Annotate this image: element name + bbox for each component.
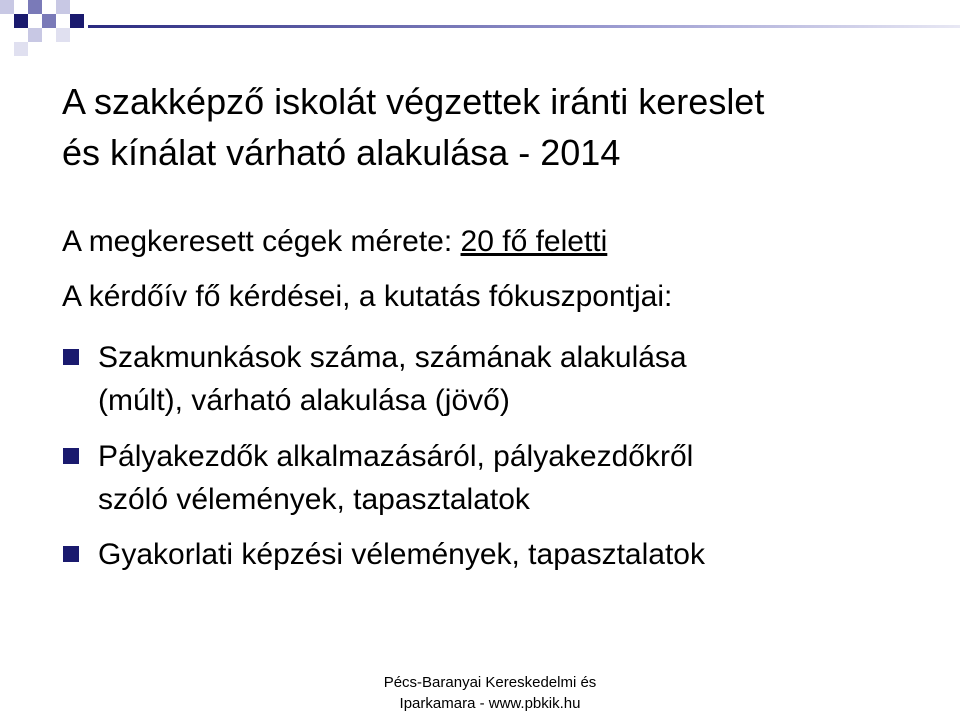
list-item-text <box>98 533 705 576</box>
footer <box>340 672 640 714</box>
header-rule <box>88 25 960 28</box>
slide-title <box>62 76 922 178</box>
square-bullet-icon <box>63 349 79 365</box>
company-size-label: A megkeresett cégek mérete: <box>62 225 461 258</box>
deco-square <box>42 14 56 28</box>
deco-square <box>28 28 42 42</box>
title-line: és kínálat várható alakulása - 2014 <box>62 132 621 173</box>
list-item-text <box>98 435 693 521</box>
deco-square <box>70 14 84 28</box>
deco-square <box>56 28 70 42</box>
square-bullet-icon <box>63 448 79 464</box>
list-item-line: szóló vélemények, tapasztalatok <box>98 483 530 516</box>
deco-square <box>28 0 42 14</box>
title-line: A szakképző iskolát végzettek iránti kereslet <box>62 81 765 122</box>
list-item-line: (múlt), várható alakulása (jövő) <box>98 384 510 417</box>
square-bullet-icon <box>63 546 79 562</box>
focus-intro-line: A kérdőív fő kérdései, a kutatás fókuszpontjai: <box>62 280 673 313</box>
deco-square <box>14 42 28 56</box>
list-item-line: Szakmunkások száma, számának alakulása <box>98 341 687 374</box>
footer-line: Pécs-Baranyai Kereskedelmi és <box>383 674 597 691</box>
list-item-text <box>98 336 687 422</box>
company-size-line <box>62 224 607 260</box>
corner-decoration <box>0 0 960 60</box>
deco-square <box>0 0 14 14</box>
list-item-line: Gyakorlati képzési vélemények, tapasztalatok <box>98 538 705 571</box>
footer-line: Iparkamara - www.pbkik.hu <box>399 695 581 712</box>
company-size-link[interactable]: 20 fő feletti <box>460 225 608 258</box>
list-item-line: Pályakezdők alkalmazásáról, pályakezdőkről <box>98 440 694 473</box>
deco-square <box>56 0 70 14</box>
deco-square <box>14 14 28 28</box>
